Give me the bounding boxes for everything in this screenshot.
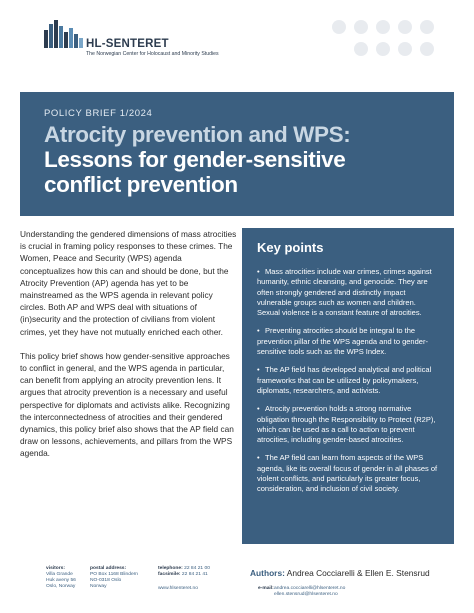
address-line: Huk aveny 56 bbox=[46, 578, 76, 583]
postal-label: postal address: bbox=[90, 566, 127, 571]
dot-icon bbox=[354, 42, 368, 56]
authors-names: Andrea Cocciarelli & Ellen E. Stensrud bbox=[286, 568, 430, 578]
dot-icon bbox=[376, 42, 390, 56]
key-point-text: Preventing atrocities should be integral to the prevention pillar of the WPS agenda and to gender-sensitive tools such as the WPS Index. bbox=[257, 326, 428, 357]
phone-info bbox=[158, 566, 210, 578]
email-label: e-mail: bbox=[258, 586, 274, 591]
key-points-panel bbox=[242, 228, 454, 544]
paragraph: Understanding the gendered dimensions of mass atrocities is crucial in framing policy responses to these crimes. The Women, Peace and Security (WPS) agenda conceptualizes how this can and should be done, but the Atrocity Prevention (AP) agenda has yet to be mainstreamed as the WPS agenda in relevant policy circles. Both AP and WPS deal with situations of (in)security and the protection of civilians from violent crimes, yet they have not mutually enriched each other. bbox=[20, 229, 237, 337]
title-line-3: conflict prevention bbox=[44, 172, 238, 197]
email-link[interactable]: ellen.stensrud@hlsenteret.no bbox=[274, 592, 338, 597]
postal-address bbox=[90, 566, 138, 590]
page-title bbox=[44, 122, 444, 197]
dot-icon bbox=[398, 20, 412, 34]
bullet-icon: • bbox=[257, 267, 260, 276]
decorative-dots bbox=[330, 18, 440, 72]
facsimile-value: 22 84 21 41 bbox=[181, 572, 208, 577]
key-point-text: Mass atrocities include war crimes, crimes against humanity, ethnic cleansing, and genocide. They are often strongly gendered and distinctly impact vulnerable groups such as women and children. Sexual violence is a constant feature of atrocities. bbox=[257, 267, 432, 318]
paragraph: This policy brief shows how gender-sensitive approaches to conflict in general, and the WPS agenda in particular, can benefit from applying an atrocity prevention lens. It argues that atrocity prevention is a necessary and useful perspective for diplomats and activists alike. Recognizing the interconnectedness of atrocities and their gendered dynamics, this policy brief also shows that the AP field can draw on lessons, achievements, and pillars from the WPS agenda. bbox=[20, 350, 234, 459]
address-line: NO-0318 Oslo bbox=[90, 578, 122, 583]
key-point-item bbox=[257, 453, 440, 494]
key-point-item bbox=[257, 365, 440, 396]
bullet-icon: • bbox=[257, 326, 260, 336]
address-line: Norway bbox=[90, 584, 107, 589]
bullet-icon: • bbox=[257, 404, 260, 414]
website-link[interactable]: www.hlsenteret.no bbox=[158, 586, 198, 591]
body-text bbox=[20, 228, 238, 472]
logo bbox=[44, 20, 244, 60]
org-subtitle: The Norwegian Center for Holocaust and Minority Studies bbox=[86, 51, 219, 57]
telephone-label: telephone: bbox=[158, 566, 183, 571]
title-line-2: Lessons for gender-sensitive bbox=[44, 147, 346, 172]
dot-icon bbox=[420, 20, 434, 34]
telephone-value: 22 84 21 00 bbox=[184, 566, 210, 571]
dot-icon bbox=[332, 20, 346, 34]
org-name: HL-SENTERET bbox=[86, 38, 169, 50]
visitors-address bbox=[46, 566, 76, 590]
address-line: Oslo, Norway bbox=[46, 584, 76, 589]
key-point-text: Atrocity prevention holds a strong normative obligation through the Responsibility to Protect (R2P), which can be used as a call to action to prevent atrocities, including gender-based atrocities. bbox=[257, 404, 436, 445]
key-points-title: Key points bbox=[257, 240, 324, 255]
authors-label: Authors: bbox=[250, 568, 285, 578]
dot-icon bbox=[376, 20, 390, 34]
title-banner bbox=[20, 92, 454, 216]
dot-icon bbox=[420, 42, 434, 56]
dot-icon bbox=[354, 20, 368, 34]
hl-senteret-logo-icon bbox=[44, 20, 84, 50]
address-line: PO Box 1168 Blindern bbox=[90, 572, 139, 577]
title-line-1: Atrocity prevention and WPS: bbox=[44, 122, 351, 147]
email-info bbox=[258, 586, 345, 598]
key-point-text: The AP field can learn from aspects of the WPS agenda, like its overall focus of gender in all phases of violent conflicts, and particularly its greater focus, consideration, and inclusion of civil society. bbox=[257, 453, 438, 494]
bullet-icon: • bbox=[257, 453, 260, 463]
email-link[interactable]: andrea.cocciarelli@hlsenteret.no bbox=[274, 586, 346, 591]
facsimile-label: facsimile: bbox=[158, 572, 181, 577]
authors-line bbox=[250, 568, 430, 578]
dot-icon bbox=[398, 42, 412, 56]
key-point-text: The AP field has developed analytical and political frameworks that can be utilized by policymakers, diplomats, researchers, and activists. bbox=[257, 365, 432, 395]
key-point-item bbox=[257, 404, 440, 445]
key-point-item bbox=[257, 267, 440, 318]
bullet-icon: • bbox=[257, 365, 260, 375]
policy-brief-label: POLICY BRIEF 1/2024 bbox=[44, 108, 153, 119]
address-line: Villa Grande bbox=[46, 572, 73, 577]
key-point-item bbox=[257, 326, 440, 357]
facsimile-row bbox=[158, 572, 210, 578]
visitors-label: visitors: bbox=[46, 566, 66, 571]
